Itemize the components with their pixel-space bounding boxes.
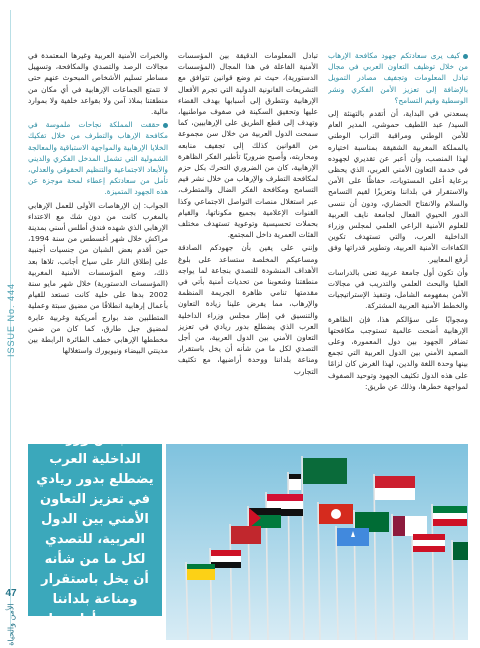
bullet-icon	[163, 123, 168, 128]
magazine-name	[0, 604, 22, 644]
flags-illustration	[166, 444, 468, 640]
article-column-3	[28, 50, 168, 424]
issue-label	[0, 280, 22, 360]
article-columns	[28, 50, 468, 424]
paragraph: ومجوابًا على سؤالكم هذا، فإن الظاهرة الإرهابية أضحت عالمية تستوجب مكافحتها تضافر الجهود بين دول المعمورة، وعلى الصعيد الأمني بين الدول العربية التي تجمع بينها وحدة اللغة والدين، لهذا الغرض كان لزامًا على هذه الدول تكثيف الجهود وتوحيد الصفوف لمواجهة خطرها، وذلك عن طريق:	[328, 314, 468, 391]
paragraph: وإنني على يقين بأن جهودكم الصادقة ومساعيكم المخلصة ستساعد على بلوغ الأهداف المنشودة للتصدي بنجاعة لما يواجه منطقتنا وشعوبنا من تحديات أمنية بأتي في مقدمتها تنامي ظاهرة الجريمة المنظمة والإرهاب، مما يفرض علينا زيادة التعاون والتنسيق في إطار مجلس وزراء الداخلية العرب الذي يضطلع بدور ريادي في تعزيز التعاون الأمني بين الدول العربية، من أجل التصدي لكل ما من شأنه أن يخل باستقرار ومناعة بلداننا ووحدة أراضيها، مع تكثيف التجارب	[178, 243, 318, 376]
paragraph: حققت المملكة نجاحات ملموسة في مكافحة الإرهاب والتطرف من خلال تفكيك الخلايا الإرهابية والمواجهة الاستباقية والمعالجة الشمولية التي تشمل المدخل الفكري والديني والأبعاد الاجتماعية والتنظيم الحقوقي والعدلي، تأمل من سعادتكم إعطاء لمحة موجزة عن هذه الجهود المتميزة.	[28, 120, 168, 197]
paragraph: يسعدني في البداية، أن أتقدم بالتهنئة إلى السيد/ عبد اللطيف حموشي، المدير العام للأمن الوطني ومراقبة التراب الوطني بالمملكة المغربية الشقيقة بمناسبة اختياره لهذا المنصب، وأن أعبر عن تقديري لجهوده في خدمة التعاون الأمني العربي، الذي يحظى برعاية أعلى المستويات، حفاظًا على الأمن والاستقرار في بلداننا وتعزيزًا لقيم التسامح والسلام والانفتاح الحضاري، ودون أن ننسى الدور الحيوي الفعال لجامعة نايف العربية للعلوم الأمنية الراعي العلمي لمجلس وزراء الداخلية العرب، والتي تستهدف تكوين الكفاءات الأمنية العربية، وتطوير قدراتها وفق أرفع المعايير.	[328, 109, 468, 264]
article-title: مجلس وزراء الداخلية العرب يضطلع بدور ريادي في تعزيز التعاون الأمني بين الدول العربية، للتصدي لكل ما من شأنه أن يخل باستقرار ومناعة بلداننا ووحدة أراضيها	[36, 432, 154, 627]
paragraph: والخبرات الأمنية العربية وغيرها المعتمدة في مجالات الرصد والتصدي والمكافحة، وتسهيل مساطر تسليم الأشخاص المبحوث عنهم حتى لا تتمتع الجماعات الإرهابية في أي مكان من منطقتنا بملاذ آمن ولا بقواعد خلفية ولا بموارد مالية.	[28, 51, 168, 117]
paragraph: كيف يرى سعادتكم جهود مكافحة الإرهاب من خلال توظيف التعاون العربي في مجال تبادل المعلومات وتجفيف مصادر التمويل بالإضافة إلى تعزيز الأمن الفكري ونشر الوسطية وقيم التسامح؟	[328, 51, 468, 105]
article-title-box	[28, 432, 162, 627]
bullet-icon	[463, 54, 468, 59]
paragraph: تبادل المعلومات الدقيقة بين المؤسسات الأمنية الفاعلة في هذا المجال (المؤسسات الدستورية)، حيث تم وضع قوانين تتوافق مع التشريعات القانونية الدولية التي تجرم الأفعال الإرهابية وتتطرق إلى أسبابها بهدف القضاء عليها وتحقيق السكينة في صفوف مواطنيها، وتهدف إلى قطع الطريق على الإرهابيين، كما سمحت الدول العربية من خلال سن مجموعة من القوانين كذلك إلى تجفيف منابعه ومحاربته، وأصبح ضروريًا تأطير الفكر الظاهرة الإرهابية، كان من الضروري التحرك بكل حزم لمكافحة التطرف والإرهاب من خلال نشر قيم التسامح ومكافحة الفكر الضال والمتطرف، عبر استغلال منصات التواصل الاجتماعي وكذا القنوات الإعلامية بجميع مكوناتها، والقيام بحملات تحسيسية وتوعوية تستهدف مختلف الفئات العمرية داخل المجتمع.	[178, 51, 318, 240]
page-number: 47	[5, 588, 17, 599]
article-column-1	[328, 50, 468, 424]
page-spine	[0, 0, 22, 648]
issue-label-text: ISSUE No. 444	[6, 282, 16, 358]
flags-photo	[166, 444, 468, 640]
article-column-2	[178, 50, 318, 424]
paragraph: وأن تكون أول جامعة عربية تعنى بالدراسات العليا والبحث العلمي والتدريب في مجالات الأمن بمفهومه الشامل، وتنفيذ الإستراتيجيات والخطط الأمنية العربية المشتركة.	[328, 267, 468, 311]
paragraph: الجواب: إن الإرهاصات الأولى للعمل الإرهابي بالمغرب كانت من دون شك مع الاعتداء الإرهابي الذي شهده فندق أطلس أسني بمدينة مراكش خلال شهر أغسطس من سنة 1994، حين أقدم بعض الشبان من جنسيات أجنبية على إطلاق النار على سياح أجانب، تلاها بعد ذلك، وضع المؤسسات الأمنية المغربية (المؤسسات الدستورية) خلال شهر مايو سنة 2002 بدها على خلية كانت تستعد للقيام بأعمال إرهابية انطلاقًا من مضيق سبتة وعملية المتطلبين ضد بوارج أمريكية وغربية عابرة لمضيق جبل طارق، كما كان من ضمن مخططها الإرهابي خطف الطائرة الرابطة بين مدينتي البيضاء ونيويورك واستغلالها	[28, 200, 168, 356]
magazine-name-text: الأمن والحياة	[6, 602, 16, 646]
